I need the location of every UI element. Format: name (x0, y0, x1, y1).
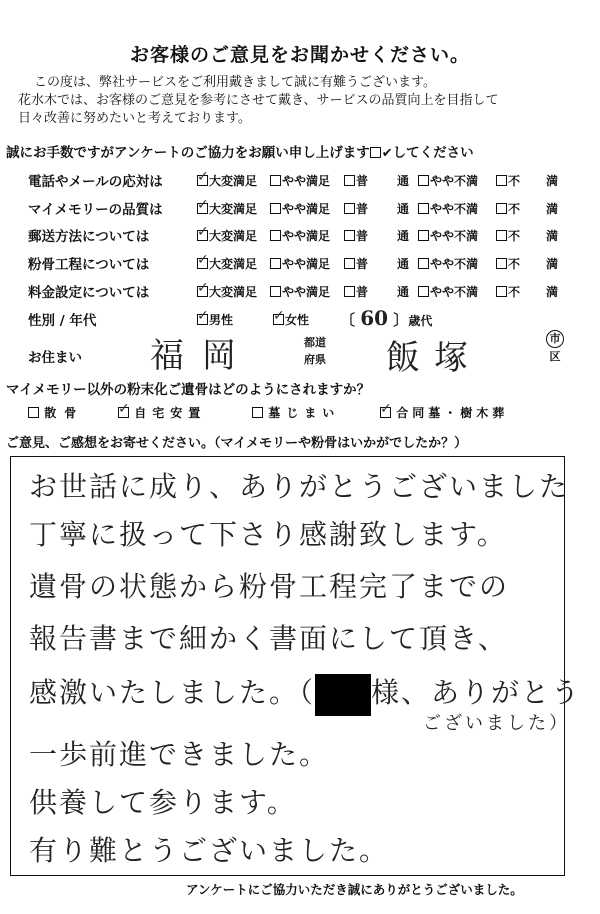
gender-male-option[interactable]: ✓ 男性 (197, 308, 234, 327)
question-option[interactable] (418, 172, 478, 189)
intro-line-2: 花水木では、お客様のご意見を参考にさせて戴き、サービスの品質向上を目指して (18, 93, 499, 108)
option-label: やや満足 (282, 257, 331, 271)
question-option (397, 283, 409, 300)
remains-grave-closing-option[interactable]: 墓じまい (252, 404, 340, 421)
question-option[interactable] (496, 255, 520, 272)
feedback-line-6: ございました） (423, 713, 570, 734)
question-option[interactable] (270, 172, 330, 189)
option-label: 満 (546, 285, 559, 299)
survey-request: 誠にお手数ですがアンケートのご協力をお願い申し上げます ✔してください (6, 145, 474, 161)
question-label: 郵送方法については (28, 229, 150, 245)
question-option[interactable] (344, 283, 368, 300)
question-option[interactable] (344, 200, 368, 217)
option-label: 不 (508, 229, 521, 243)
option-label: 大変満足 (209, 174, 258, 188)
option-checkbox[interactable] (270, 175, 281, 186)
feedback-line-2: 丁寧に扱って下さり感謝致します。 (29, 518, 507, 551)
feedback-line-5-text: 感激いたしました。 (29, 676, 300, 709)
option-label: 大変満足 (209, 285, 258, 299)
option-checkbox[interactable] (344, 230, 355, 241)
question-option[interactable] (496, 283, 520, 300)
option-label: 普 (356, 285, 369, 299)
question-option (546, 227, 558, 244)
intro-line-1: この度は、弊社サービスをご利用戴きまして誠に有難うございます。 (34, 75, 436, 90)
option-label: 大変満足 (209, 229, 258, 243)
option-label: 満 (546, 257, 559, 271)
option-label: 普 (356, 229, 369, 243)
question-option[interactable] (270, 283, 330, 300)
question-option[interactable] (418, 227, 478, 244)
feedback-line-5: 感激いたしました。（ 様、ありがとう (29, 671, 581, 716)
city-type: 市 区 (546, 330, 564, 365)
option-checkbox[interactable] (344, 175, 355, 186)
option-checkbox[interactable] (418, 286, 429, 297)
option-checkbox[interactable] (418, 203, 429, 214)
question-label: 粉骨工程については (28, 257, 150, 273)
question-label: 電話やメールの応対は (28, 174, 163, 190)
option-label: 不 (508, 202, 521, 216)
age-value: 60 (360, 306, 389, 330)
option-label: 大変満足 (209, 202, 258, 216)
option-checkbox[interactable] (418, 258, 429, 269)
question-option[interactable] (418, 283, 478, 300)
option-checkbox[interactable]: ✓ (197, 280, 209, 296)
question-option[interactable] (197, 197, 258, 217)
question-option[interactable] (197, 280, 258, 300)
question-option (397, 172, 409, 189)
remains-joint-grave-option[interactable]: ✓ 合同墓・樹木葬 (380, 401, 509, 420)
redacted-name (315, 674, 371, 716)
question-option[interactable] (270, 255, 330, 272)
feedback-title: ご意見、ご感想をお寄せください。（マイメモリーや粉骨はいかがでしたか？） (6, 436, 468, 451)
remains-question: マイメモリー以外の粉末化ご遺骨はどのようにされますか？ (6, 382, 371, 398)
question-option[interactable] (344, 227, 368, 244)
city-handwritten: 飯塚 (386, 338, 482, 378)
age-field[interactable]: 〔 60 〕歳代 (340, 306, 433, 330)
question-option[interactable] (270, 227, 330, 244)
option-label: やや不満 (430, 202, 479, 216)
question-option (546, 200, 558, 217)
option-label: 満 (546, 202, 559, 216)
option-checkbox[interactable] (344, 258, 355, 269)
option-checkbox[interactable] (344, 203, 355, 214)
option-checkbox[interactable] (496, 175, 507, 186)
address-label: お住まい (28, 350, 82, 366)
option-label: やや不満 (430, 174, 479, 188)
footer-thanks: アンケートにご協力いただき誠にありがとうございました。 (186, 882, 523, 897)
question-option[interactable] (418, 255, 478, 272)
option-checkbox[interactable] (344, 286, 355, 297)
question-option[interactable] (197, 169, 258, 189)
question-option[interactable] (197, 224, 258, 244)
feedback-line-7: 一歩前進できました。 (29, 738, 330, 771)
option-label: 通 (397, 202, 410, 216)
option-checkbox[interactable] (496, 258, 507, 269)
prefecture-type: 都道 府県 (304, 336, 326, 366)
option-label: やや満足 (282, 229, 331, 243)
option-checkbox[interactable] (418, 230, 429, 241)
option-label: 普 (356, 257, 369, 271)
option-label: やや満足 (282, 285, 331, 299)
option-label: 満 (546, 229, 559, 243)
option-checkbox[interactable] (270, 258, 281, 269)
question-option (397, 227, 409, 244)
option-checkbox[interactable]: ✓ (197, 224, 209, 240)
question-option (546, 283, 558, 300)
gender-age-label: 性別 / 年代 (28, 313, 97, 329)
feedback-answer-box[interactable] (10, 456, 582, 876)
option-checkbox[interactable] (496, 286, 507, 297)
feedback-line-4: 報告書まで細かく書面にして頂き、 (29, 622, 508, 655)
prefecture-handwritten: 福岡 (150, 336, 254, 376)
question-label: 料金設定については (28, 285, 150, 301)
question-option (397, 200, 409, 217)
option-label: 不 (508, 285, 521, 299)
feedback-line-1: お世話に成り、ありがとうございました (29, 470, 570, 503)
option-checkbox[interactable] (270, 230, 281, 241)
question-option[interactable] (418, 200, 478, 217)
question-option[interactable] (344, 255, 368, 272)
option-checkbox[interactable] (270, 286, 281, 297)
option-label: 不 (508, 257, 521, 271)
option-checkbox[interactable] (496, 203, 507, 214)
sample-checkbox (370, 147, 381, 158)
feedback-line-9: 有り難とうございました。 (29, 834, 390, 867)
option-label: 大変満足 (209, 257, 258, 271)
question-option[interactable] (270, 200, 330, 217)
intro-line-3: 日々改善に努めたいと考えております。 (18, 111, 251, 126)
question-option (397, 255, 409, 272)
option-checkbox[interactable]: ✓ (197, 252, 209, 268)
question-option[interactable] (496, 227, 520, 244)
option-checkbox[interactable] (496, 230, 507, 241)
option-label: やや不満 (430, 257, 479, 271)
question-label: マイメモリーの品質は (28, 202, 163, 218)
gender-female-option[interactable]: ✓ 女性 (273, 308, 310, 327)
option-label: 不 (508, 174, 521, 188)
option-label: 満 (546, 174, 559, 188)
option-checkbox[interactable] (270, 203, 281, 214)
remains-home-option[interactable]: ✓ 自宅安置 (118, 401, 207, 420)
option-label: 通 (397, 285, 410, 299)
question-option[interactable] (496, 200, 520, 217)
page-title: お客様のご意見をお聞かせください。 (129, 44, 470, 66)
feedback-line-3: 遺骨の状態から粉骨工程完了までの (29, 570, 510, 603)
option-checkbox[interactable]: ✓ (197, 197, 209, 213)
option-label: 通 (397, 174, 410, 188)
question-option[interactable] (496, 172, 520, 189)
option-label: 普 (356, 174, 369, 188)
option-label: やや満足 (282, 174, 331, 188)
option-checkbox[interactable]: ✓ (197, 169, 209, 185)
option-label: 普 (356, 202, 369, 216)
question-option (546, 172, 558, 189)
question-option[interactable] (344, 172, 368, 189)
option-label: 通 (397, 257, 410, 271)
feedback-line-5b-text: 様、ありがとう (371, 676, 582, 709)
question-option (546, 255, 558, 272)
feedback-line-8: 供養して参ります。 (29, 786, 297, 819)
option-label: やや満足 (282, 202, 331, 216)
option-checkbox[interactable] (418, 175, 429, 186)
option-label: 通 (397, 229, 410, 243)
option-label: やや不満 (430, 229, 479, 243)
question-option[interactable] (197, 252, 258, 272)
option-label: やや不満 (430, 285, 479, 299)
remains-scatter-option[interactable]: 散骨 (28, 404, 84, 421)
